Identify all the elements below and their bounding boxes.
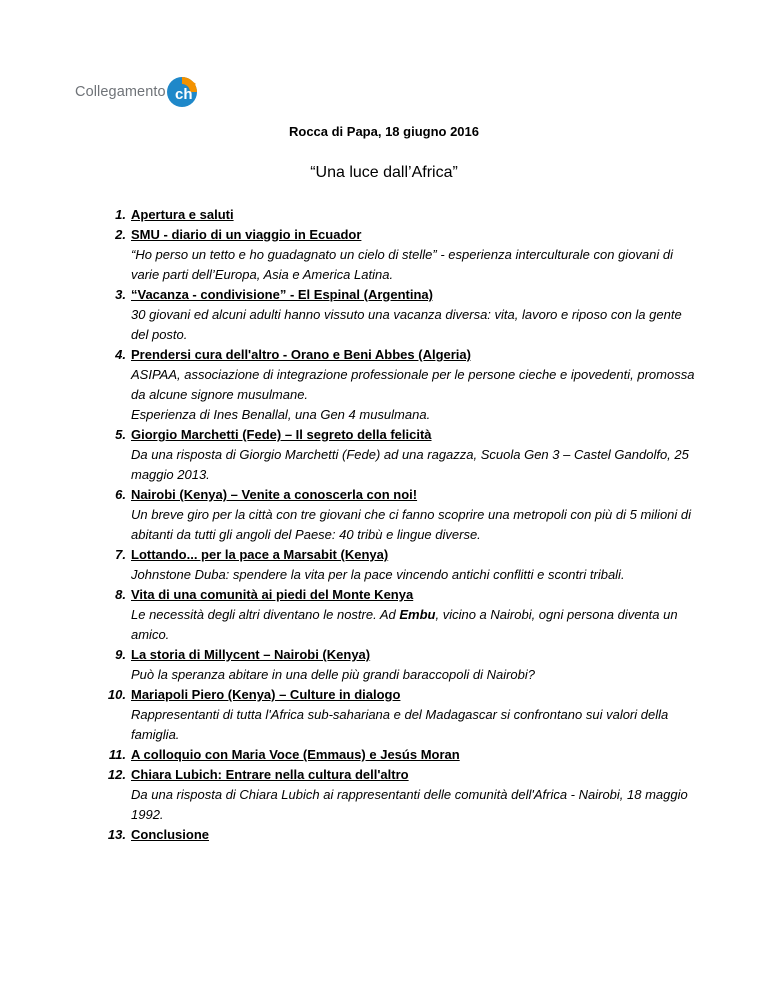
agenda-item-description: Le necessità degli altri diventano le nostre. Ad Embu, vicino a Nairobi, ogni persona diventa un amico. [131, 607, 678, 642]
ch-logo-icon [166, 74, 204, 108]
date-line: Rocca di Papa, 18 giugno 2016 [288, 124, 479, 139]
agenda-item-number: 6. [115, 487, 126, 502]
agenda-item-number: 13. [107, 827, 126, 842]
agenda-item-title: La storia di Millycent – Nairobi (Kenya) [131, 647, 371, 662]
agenda-item-title: Giorgio Marchetti (Fede) – Il segreto della felicità [131, 427, 432, 442]
agenda-item-number: 4. [115, 347, 126, 362]
agenda-item [96, 765, 696, 825]
agenda-item-description: “Ho perso un tetto e ho guadagnato un cielo di stelle” - esperienza interculturale con giovani di varie parti dell’Europa, Asia e America Latina. [131, 247, 674, 282]
agenda-item-description: Da una risposta di Giorgio Marchetti (Fede) ad una ragazza, Scuola Gen 3 – Castel Gandolfo, 25 maggio 2013. [131, 447, 689, 482]
agenda-item [96, 545, 696, 585]
agenda-item-title: Vita di una comunità ai piedi del Monte Kenya [131, 587, 414, 602]
agenda-item-number: 12. [107, 767, 126, 782]
agenda-item-number: 10. [107, 687, 126, 702]
agenda-item-description: ASIPAA, associazione di integrazione professionale per le persone cieche e ipovedenti, promossa da alcune signore musulmane. [131, 367, 695, 402]
agenda-item [96, 285, 696, 345]
agenda-item-description: Johnstone Duba: spendere la vita per la pace vincendo antichi conflitti e scontri tribali. [131, 567, 625, 582]
agenda-item [96, 585, 696, 645]
agenda-item-number: 1. [115, 207, 126, 222]
agenda-item [96, 745, 696, 765]
agenda-item-title: Conclusione [131, 827, 210, 842]
agenda-item-number: 7. [115, 547, 126, 562]
agenda-item [96, 485, 696, 545]
agenda-list [96, 205, 696, 845]
logo-mark-letters: ch [175, 86, 193, 103]
agenda-item-title: Mariapoli Piero (Kenya) – Culture in dialogo [131, 687, 401, 702]
agenda-item-title: Chiara Lubich: Entrare nella cultura dell'altro [131, 767, 409, 782]
agenda-item-number: 11. [108, 747, 126, 762]
agenda-item [96, 345, 696, 425]
agenda-item-number: 2. [115, 227, 126, 242]
agenda-item [96, 645, 696, 685]
agenda-item-title: A colloquio con Maria Voce (Emmaus) e Jesús Moran [131, 747, 460, 762]
agenda-item-number: 8. [115, 587, 126, 602]
agenda-item [96, 825, 696, 845]
agenda-item-title: Nairobi (Kenya) – Venite a conoscerla con noi! [131, 487, 418, 502]
page-title: “Una luce dall’Africa” [310, 164, 458, 181]
agenda-item-number: 9. [115, 647, 126, 662]
agenda-item-description: Da una risposta di Chiara Lubich ai rappresentanti delle comunità dell'Africa - Nairobi, 18 maggio 1992. [131, 787, 688, 822]
agenda-item-description: Può la speranza abitare in una delle più grandi baraccopoli di Nairobi? [131, 667, 535, 682]
agenda-item-description: Rappresentanti di tutta l'Africa sub-sahariana e del Madagascar si confrontano sui valori della famiglia. [131, 707, 669, 742]
agenda-item-title: Apertura e saluti [131, 207, 234, 222]
agenda-item-description: Un breve giro per la città con tre giovani che ci fanno scoprire una metropoli con più di 5 milioni di abitanti da tutti gli angoli del Paese: 40 tribù e lingue diverse. [131, 507, 692, 542]
agenda-item [96, 205, 696, 225]
agenda-item [96, 425, 696, 485]
agenda-item-description: Esperienza di Ines Benallal, una Gen 4 musulmana. [131, 407, 431, 422]
agenda-item [96, 685, 696, 745]
agenda-item-title: Prendersi cura dell'altro - Orano e Beni Abbes (Algeria) [131, 347, 471, 362]
agenda-item-title: Lottando... per la pace a Marsabit (Kenya) [131, 547, 389, 562]
agenda-item-title: “Vacanza - condivisione” - El Espinal (Argentina) [131, 287, 433, 302]
agenda-item-description: 30 giovani ed alcuni adulti hanno vissuto una vacanza diversa: vita, lavoro e riposo con la gente del posto. [131, 307, 682, 342]
logo-text: Collegamento [75, 84, 166, 100]
agenda-item [96, 225, 696, 285]
agenda-item-number: 3. [115, 287, 126, 302]
agenda-item-title: SMU - diario di un viaggio in Ecuador [131, 227, 362, 242]
agenda-item-number: 5. [115, 427, 126, 442]
